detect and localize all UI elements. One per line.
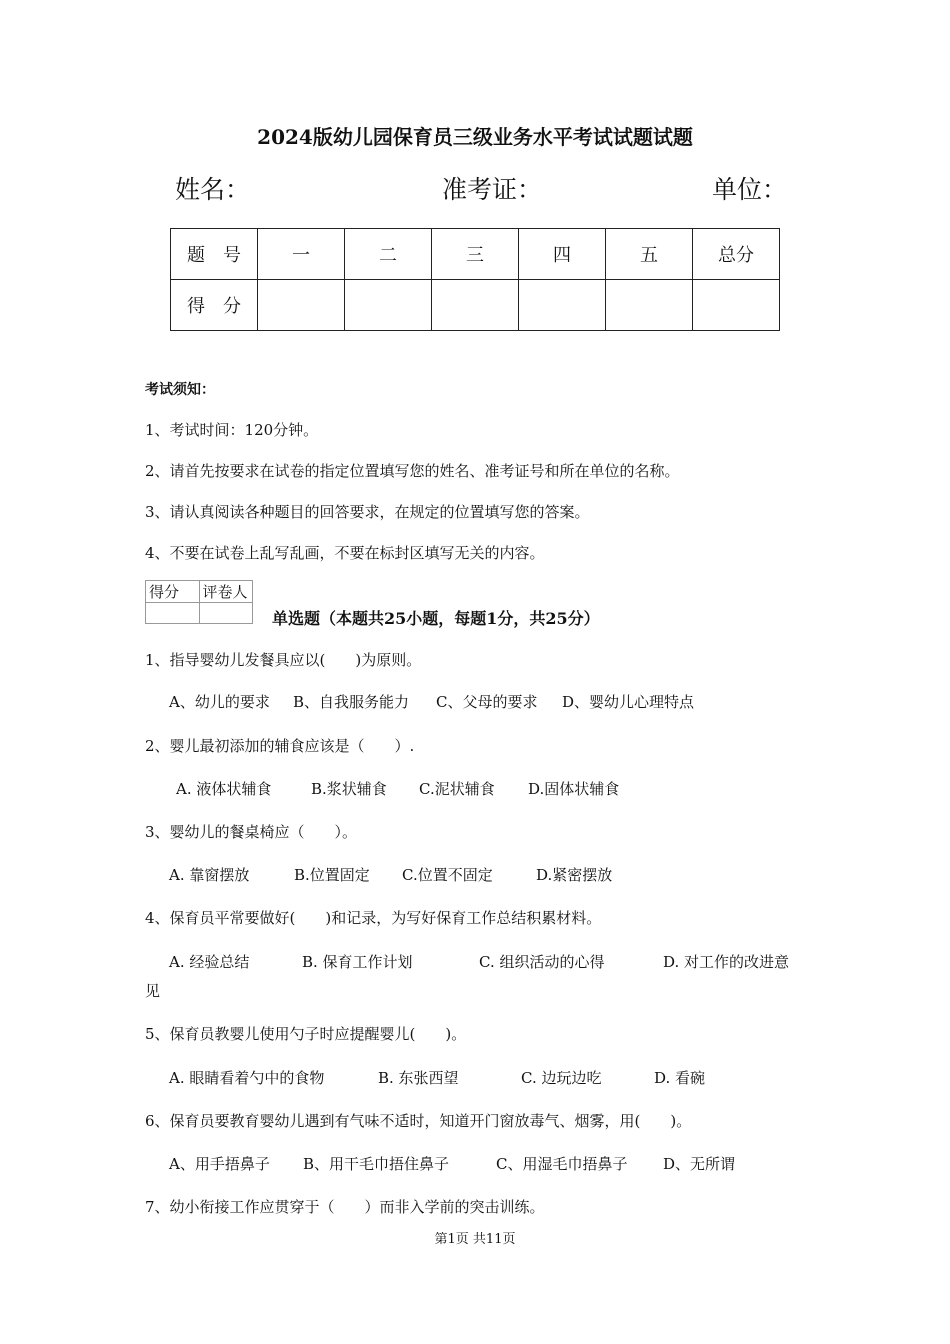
name-label: 姓名： (175, 175, 251, 204)
option: D.紧密摆放 (536, 866, 613, 884)
score-header-cell: 二 (345, 229, 432, 280)
score-table (170, 228, 780, 331)
question-text: 6、保育员要教育婴幼儿遇到有气味不适时，知道开门窗放毒气、烟雾，用( )。 (145, 1112, 692, 1130)
grader-box (145, 580, 253, 624)
question-text: 4、保育员平常要做好( )和记录，为写好保育工作总结积累材料。 (145, 909, 602, 927)
score-header-cell: 五 (606, 229, 693, 280)
option: B.浆状辅食 (311, 780, 387, 798)
option: C、父母的要求 (436, 693, 538, 711)
option: A、用手捂鼻子 (169, 1155, 270, 1173)
option: A. 液体状辅食 (176, 780, 272, 798)
option: A. 靠窗摆放 (169, 866, 250, 884)
score-table-header-row (171, 229, 780, 280)
score-input-cell[interactable] (345, 280, 432, 331)
score-header-cell: 一 (258, 229, 345, 280)
option-wrap: 见 (145, 982, 161, 1000)
score-header-cell: 总分 (693, 229, 780, 280)
score-header-cell: 四 (519, 229, 606, 280)
option: D. 看碗 (654, 1069, 706, 1087)
option: A. 经验总结 (169, 953, 250, 971)
score-input-cell[interactable] (519, 280, 606, 331)
option: D、婴幼儿心理特点 (562, 693, 695, 711)
question-text: 3、婴幼儿的餐桌椅应（ ）。 (145, 823, 358, 841)
option: B. 保育工作计划 (302, 953, 413, 971)
option: A. 眼睛看着勺中的食物 (169, 1069, 325, 1087)
option: C. 组织活动的心得 (479, 953, 605, 971)
option: D、无所谓 (663, 1155, 736, 1173)
option: C、用湿毛巾捂鼻子 (496, 1155, 628, 1173)
grader-name-cell[interactable] (199, 603, 253, 624)
option: D.固体状辅食 (528, 780, 620, 798)
section-title: 单选题（本题共25小题，每题1分，共25分） (272, 609, 600, 628)
score-row-label: 得 分 (171, 280, 258, 331)
score-table-score-row (171, 280, 780, 331)
notice-item: 1、考试时间：120分钟。 (145, 421, 319, 439)
exam-id-label: 准考证： (442, 175, 543, 204)
question-text: 5、保育员教婴儿使用勺子时应提醒婴儿( )。 (145, 1025, 467, 1043)
question-text: 2、婴儿最初添加的辅食应该是（ ）. (145, 737, 415, 755)
unit-label: 单位： (712, 175, 788, 204)
score-input-cell[interactable] (432, 280, 519, 331)
notice-title: 考试须知： (145, 382, 215, 398)
grader-score-cell[interactable] (146, 603, 200, 624)
score-input-cell[interactable] (606, 280, 693, 331)
grader-score-label: 得分 (146, 581, 200, 603)
option: A、幼儿的要求 (169, 693, 270, 711)
page-footer: 第1页 共11页 (434, 1232, 516, 1247)
option: C.泥状辅食 (419, 780, 495, 798)
score-header-cell: 三 (432, 229, 519, 280)
question-text: 1、指导婴幼儿发餐具应以( )为原则。 (145, 651, 422, 669)
option: C. 边玩边吃 (521, 1069, 602, 1087)
option: B、用干毛巾捂住鼻子 (303, 1155, 450, 1173)
option: B. 东张西望 (378, 1069, 459, 1087)
question-text: 7、幼小衔接工作应贯穿于（ ）而非入学前的突击训练。 (145, 1198, 545, 1216)
notice-item: 2、请首先按要求在试卷的指定位置填写您的姓名、准考证号和所在单位的名称。 (145, 462, 680, 480)
grader-name-label: 评卷人 (199, 581, 253, 603)
score-header-cell: 题 号 (171, 229, 258, 280)
notice-item: 3、请认真阅读各种题目的回答要求，在规定的位置填写您的答案。 (145, 503, 590, 521)
option: C.位置不固定 (402, 866, 493, 884)
score-input-cell[interactable] (258, 280, 345, 331)
notice-item: 4、不要在试卷上乱写乱画，不要在标封区填写无关的内容。 (145, 544, 545, 562)
option: D. 对工作的改进意 (663, 953, 790, 971)
score-input-cell[interactable] (693, 280, 780, 331)
option: B.位置固定 (294, 866, 370, 884)
option: B、自我服务能力 (293, 693, 410, 711)
page-title: 2024版幼儿园保育员三级业务水平考试试题试题 (257, 125, 693, 149)
